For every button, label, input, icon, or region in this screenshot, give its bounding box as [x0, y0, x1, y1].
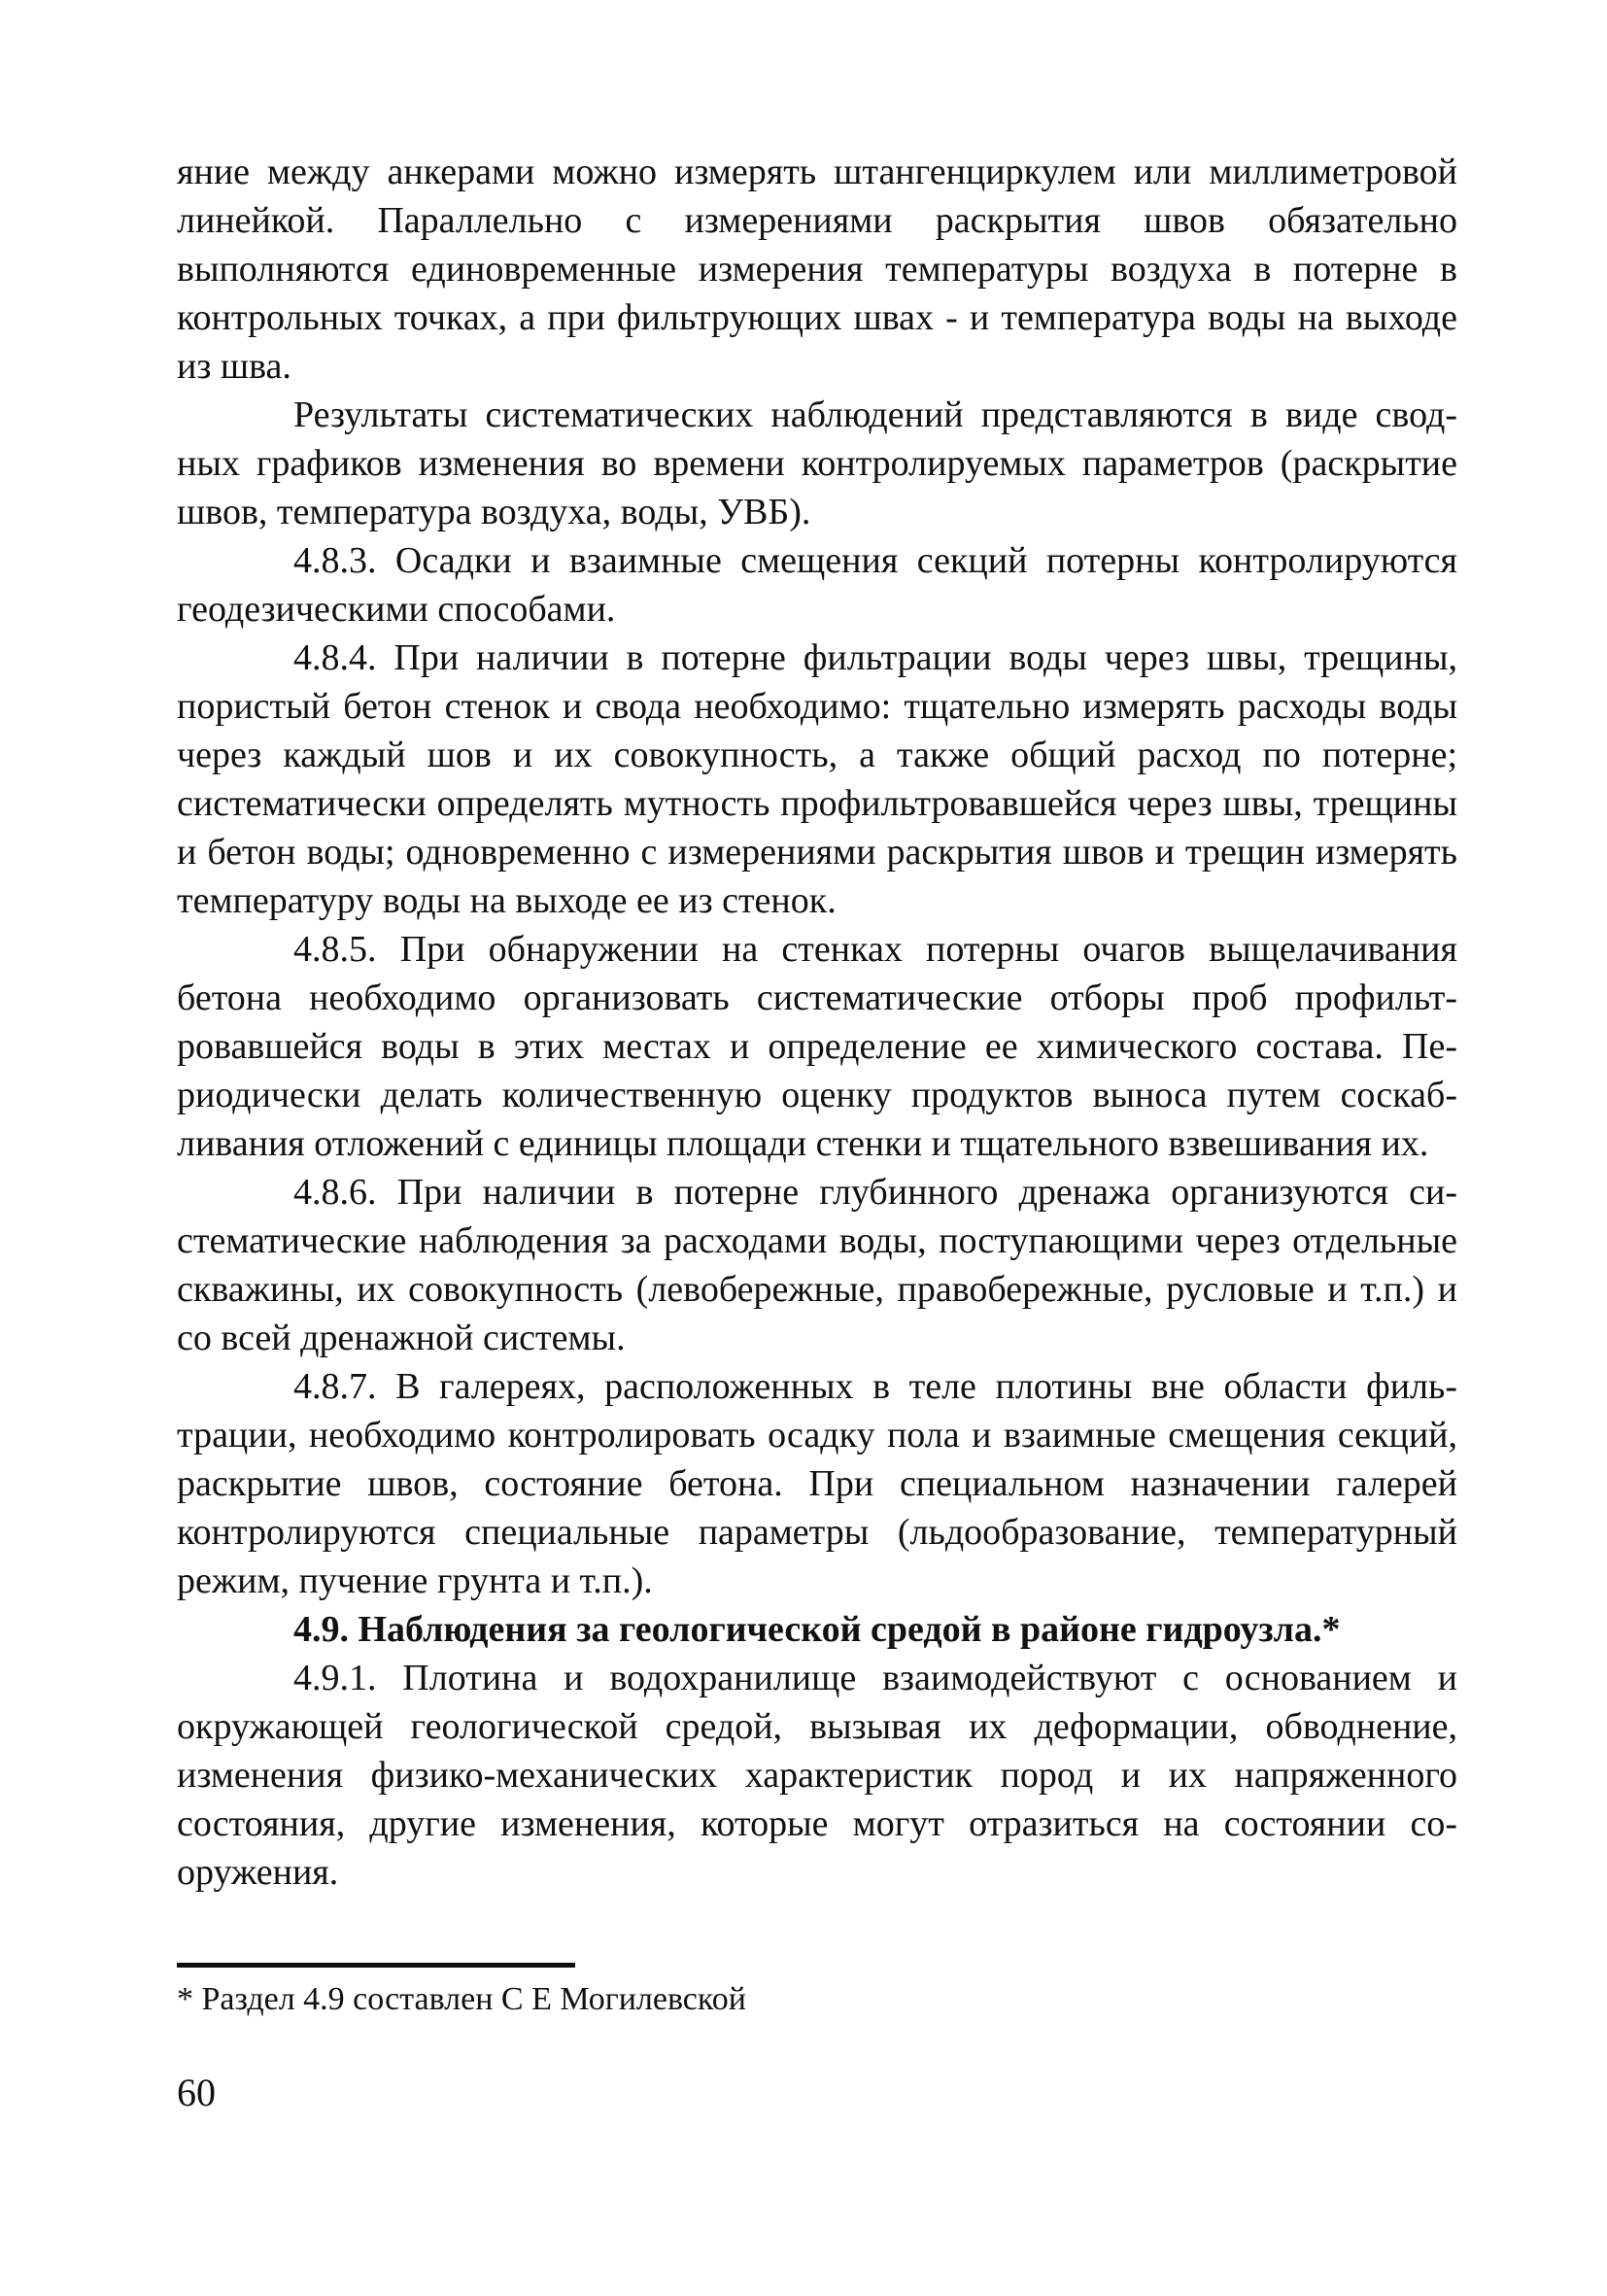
page-number: 60: [177, 2071, 216, 2114]
section-heading-4-9: 4.9. Наблюдения за геологической средой в районе гидроузла.*: [293, 1609, 1341, 1650]
paragraph-4-8-5: 4.8.5. При обнаружении на стенках потерны очагов выщелачивания бетона необходимо организовать систематические отборы проб профильтровавшейся воды в этих местах и определение ее химического состава. Периодически делать количественную оценку продуктов выноса путем соскабливания отложений с единицы площади стенки и тщательного взвешивания их.: [177, 929, 1457, 1164]
paragraph-4-8-3: 4.8.3. Осадки и взаимные смещения секций потерны контролируются геодезическими способами.: [177, 540, 1457, 630]
paragraph-4-8-4: 4.8.4. При наличии в потерне фильтрации воды через швы, трещины, пористый бетон стенок и свода необходимо: тщательно измерять расходы воды через каждый шов и их совокупность, а также общий расход по потерне; систематически определять мутность профильтровавшейся через швы, трещины и бетон воды; одновременно с измерениями раскрытия швов и трещин измерять температуру воды на выходе ее из стенок.: [177, 637, 1457, 921]
page-body: [177, 148, 1457, 1897]
paragraph-4-9-1: 4.9.1. Плотина и водохранилище взаимодействуют с основанием и окружающей геологической средой, вызывая их деформации, обводнение, изменения физико-механических характеристик пород и их напряженного состояния, другие изменения, которые могут отразиться на состоянии сооружения.: [177, 1658, 1457, 1893]
paragraph-4-8-7: 4.8.7. В галереях, расположенных в теле плотины вне области фильтрации, необходимо контролировать осадку пола и взаимные смещения секций, раскрытие швов, состояние бетона. При специальном назначении галерей контролируются специальные параметры (льдообразование, температурный режим, пучение грунта и т.п.).: [177, 1366, 1457, 1601]
paragraph-4-8-6: 4.8.6. При наличии в потерне глубинного дренажа организуются систематические наблюдения за расходами воды, поступающими через отдельные скважины, их совокупность (левобережные, правобережные, русловые и т.п.) и со всей дренажной системы.: [177, 1172, 1457, 1358]
paragraph-2: Результаты систематических наблюдений представляются в виде сводных графиков изменения во времени контролируемых параметров (раскрытие швов, температура воздуха, воды, УВБ).: [177, 394, 1457, 532]
paragraph-1: яние между анкерами можно измерять штангенциркулем или миллиметровой линейкой. Параллельно с измерениями раскрытия швов обязательно выполняются единовременные измерения температуры воздуха в потерне в контрольных точках, а при фильтрующих швах - и температура воды на выходе из шва.: [177, 152, 1457, 387]
footnote-divider: [177, 1963, 575, 1968]
footnote: * Раздел 4.9 составлен С Е Могилевской: [177, 1981, 746, 2017]
